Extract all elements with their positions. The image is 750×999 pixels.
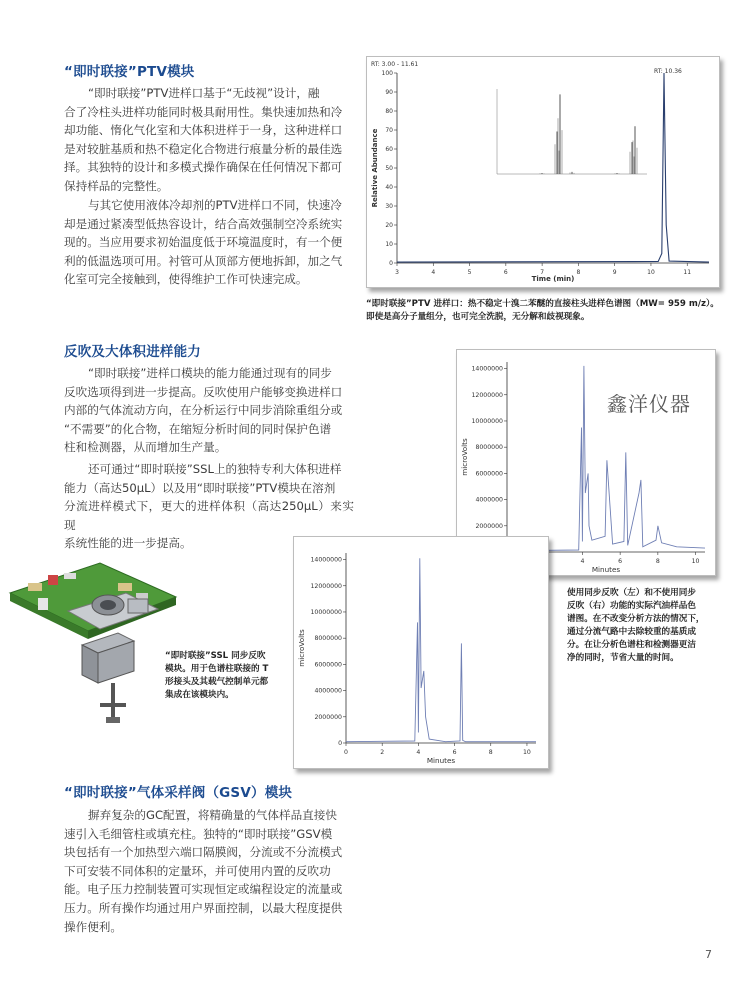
x-tick-label: 4 <box>580 558 585 565</box>
y-tick-label: 12000000 <box>471 391 503 399</box>
x-tick-label: 6 <box>618 558 623 565</box>
text-line: 内部的气体流动方向，在分析运行中同步消除重组分或 <box>64 403 343 418</box>
chromatogram-with-backflush-panel <box>293 536 549 769</box>
y-tick-label: 14000000 <box>471 365 503 373</box>
text-line: 反吹选项得到进一步提高。反吹使用户能够变换进样口 <box>64 384 343 399</box>
y-tick-label: 14000000 <box>310 556 342 564</box>
y-tick-label: 10000000 <box>310 608 342 616</box>
x-tick-label: 10 <box>647 269 655 276</box>
x-tick-label: 6 <box>452 749 457 756</box>
text-line: 分流进样模式下，更大的进样体积（高达250μL）来实现 <box>64 499 354 532</box>
y-tick-label: 30 <box>385 203 393 210</box>
x-tick-label: 0 <box>344 749 348 756</box>
text-line: 现的。当应用要求初始温度低于环境温度时，有一个便 <box>64 235 343 250</box>
ptv-chromatogram-panel <box>366 56 720 288</box>
x-tick-label: 10 <box>523 749 531 756</box>
y-tick-label: 100 <box>381 70 393 77</box>
caption-line: 分。在让分析色谱柱和检测器更洁 <box>567 640 696 650</box>
y-axis-label: microVolts <box>460 438 469 476</box>
text-line: 能力（高达50μL）以及用“即时联接”PTV模块在溶剂 <box>64 480 336 495</box>
text-line: 块包括有一个加热型六端口隔膜阀，分流或不分流模式 <box>64 845 343 860</box>
y-tick-label: 0 <box>389 260 393 267</box>
x-tick-label: 4 <box>416 749 421 756</box>
ptv-chromatogram <box>367 57 719 287</box>
x-tick-label: 10 <box>691 558 700 565</box>
backflush-paragraph-1 <box>64 364 354 457</box>
x-tick-label: 5 <box>467 269 472 276</box>
x-tick-label: 8 <box>576 269 581 276</box>
caption-line: 模块。用于色谱柱联接的 T <box>165 664 269 674</box>
y-tick-label: 0 <box>338 740 342 747</box>
backflush-heading: 反吹及大体积进样能力 <box>64 344 201 360</box>
y-tick-label: 70 <box>385 127 393 134</box>
caption-line: 通过分流气路中去除较重的基质成 <box>567 627 696 637</box>
caption-line: 即使是高分子量组分，也可完全洗脱，无分解和歧视现象。 <box>366 312 590 322</box>
page-number: 7 <box>705 948 712 961</box>
caption-line: 净的同时，节省大量的时间。 <box>567 653 679 663</box>
text-line: 操作便利。 <box>64 919 122 934</box>
text-line: 化室可完全接触到，使得维护工作可快速完成。 <box>64 272 308 287</box>
text-line: “即时联接”进样口模块的能力能通过现有的同步 <box>88 366 332 380</box>
x-tick-label: 9 <box>612 269 617 276</box>
x-tick-label: 2 <box>380 749 385 756</box>
y-tick-label: 20 <box>385 222 393 229</box>
ptv-paragraph-2 <box>64 196 354 289</box>
caption-line: 形接头及其载气控制单元都 <box>165 677 269 687</box>
watermark: 鑫洋仪器 <box>607 392 691 416</box>
x-tick-label: 8 <box>488 749 493 756</box>
y-tick-label: 10000000 <box>471 417 503 425</box>
caption-line: 使用同步反吹（左）和不使用同步 <box>567 588 696 598</box>
text-line: 压力。所有操作均通过用户界面控制，以最大程度提供 <box>64 900 343 915</box>
text-line: 与其它使用液体冷却剂的PTV进样口不同，快速冷 <box>88 198 342 212</box>
y-tick-label: 4000000 <box>475 496 503 504</box>
series-line <box>346 558 536 742</box>
x-tick-label: 11 <box>683 269 692 276</box>
text-line: “即时联接”PTV进样口基于“无歧视”设计，融 <box>88 86 320 100</box>
text-line: 利的低温选项可用。衬管可从顶部方便地拆卸，加之气 <box>64 253 343 268</box>
text-line: 柱和检测器，从而增加生产量。 <box>64 440 227 455</box>
series-line <box>397 73 709 262</box>
text-line: 择。其独特的设计和多模式操作确保在任何情况下都可 <box>64 160 343 175</box>
ssl-caption <box>165 650 295 702</box>
text-line: 摒弃复杂的GC配置，将精确量的气体样品直接快 <box>88 808 337 822</box>
gsv-heading: “即时联接”气体采样阀（GSV）模块 <box>64 785 293 801</box>
chart-title: RT: 3.00 - 11.61 <box>371 61 419 68</box>
ptv-caption <box>366 298 736 324</box>
text-line: 能。电子压力控制装置可实现恒定或编程设定的流量或 <box>64 882 343 897</box>
x-tick-label: 7 <box>540 269 545 276</box>
text-line: 还可通过“即时联接”SSL上的独特专利大体积进样 <box>88 462 342 476</box>
text-line: 合了冷柱头进样功能同时极具耐用性。集快速加热和冷 <box>64 104 343 119</box>
y-tick-label: 12000000 <box>310 582 342 590</box>
y-tick-label: 2000000 <box>314 713 342 721</box>
x-tick-label: 6 <box>503 269 508 276</box>
y-tick-label: 60 <box>385 146 393 153</box>
x-tick-label: 8 <box>655 558 660 565</box>
y-tick-label: 4000000 <box>314 687 342 695</box>
y-tick-label: 2000000 <box>475 522 503 530</box>
t-fitting <box>100 683 126 723</box>
text-line: 系统性能的进一步提高。 <box>64 536 192 551</box>
x-tick-label: 3 <box>395 269 399 276</box>
ptv-paragraph-1 <box>64 84 354 196</box>
x-axis-label: Minutes <box>591 565 621 574</box>
chromatogram-caption <box>567 587 742 665</box>
y-tick-label: 50 <box>385 165 393 172</box>
y-tick-label: 10 <box>385 241 393 248</box>
x-tick-label: 4 <box>431 269 436 276</box>
caption-line: 谱图。在不改变分析方法的情况下， <box>567 614 705 624</box>
gsv-paragraph <box>64 806 354 936</box>
y-axis-label: microVolts <box>297 629 306 667</box>
y-tick-label: 80 <box>385 108 393 115</box>
caption-line: 集成在该模块内。 <box>165 690 234 700</box>
module-base <box>82 633 134 683</box>
text-line: 是对较脏基质和热不稳定化合物进行痕量分析的最佳选 <box>64 141 343 156</box>
peak-label: RT: 10.36 <box>654 68 682 75</box>
text-line: 速引入毛细管柱或填充柱。独特的“即时联接”GSV模 <box>64 826 333 841</box>
x-axis-label: Minutes <box>426 756 456 765</box>
caption-line: “即时联接”SSL 同步反吹 <box>165 651 266 661</box>
y-tick-label: 90 <box>385 89 393 96</box>
y-tick-label: 8000000 <box>314 635 342 643</box>
text-line: 却功能、惰化气化室和大体积进样于一身，这种进样口 <box>64 123 343 138</box>
text-line: 却是通过紧凑型低热容设计，结合高效强制空冷系统实 <box>64 216 343 231</box>
text-line: 保持样品的完整性。 <box>64 178 169 193</box>
caption-line: “即时联接”PTV 进样口：热不稳定十溴二苯醚的直接柱头进样色谱图（MW= 959 m/z）。 <box>366 299 719 309</box>
y-tick-label: 40 <box>385 184 393 191</box>
caption-line: 反吹（右）功能的实际汽油样品色 <box>567 601 696 611</box>
chromatogram-with-backflush <box>294 537 548 768</box>
y-tick-label: 6000000 <box>475 470 503 478</box>
y-tick-label: 6000000 <box>314 661 342 669</box>
y-axis-label: Relative Abundance <box>371 128 379 208</box>
text-line: 下可安装不同体积的定量环，并可使用内置的反吹功 <box>64 863 331 878</box>
text-line: “不需要”的化合物，在缩短分析时间的同时保护色谱 <box>64 421 332 436</box>
y-tick-label: 8000000 <box>475 444 503 452</box>
ssl-module-illustration <box>8 553 178 733</box>
ptv-heading: “即时联接”PTV模块 <box>64 64 195 80</box>
x-axis-label: Time (min) <box>531 275 575 283</box>
